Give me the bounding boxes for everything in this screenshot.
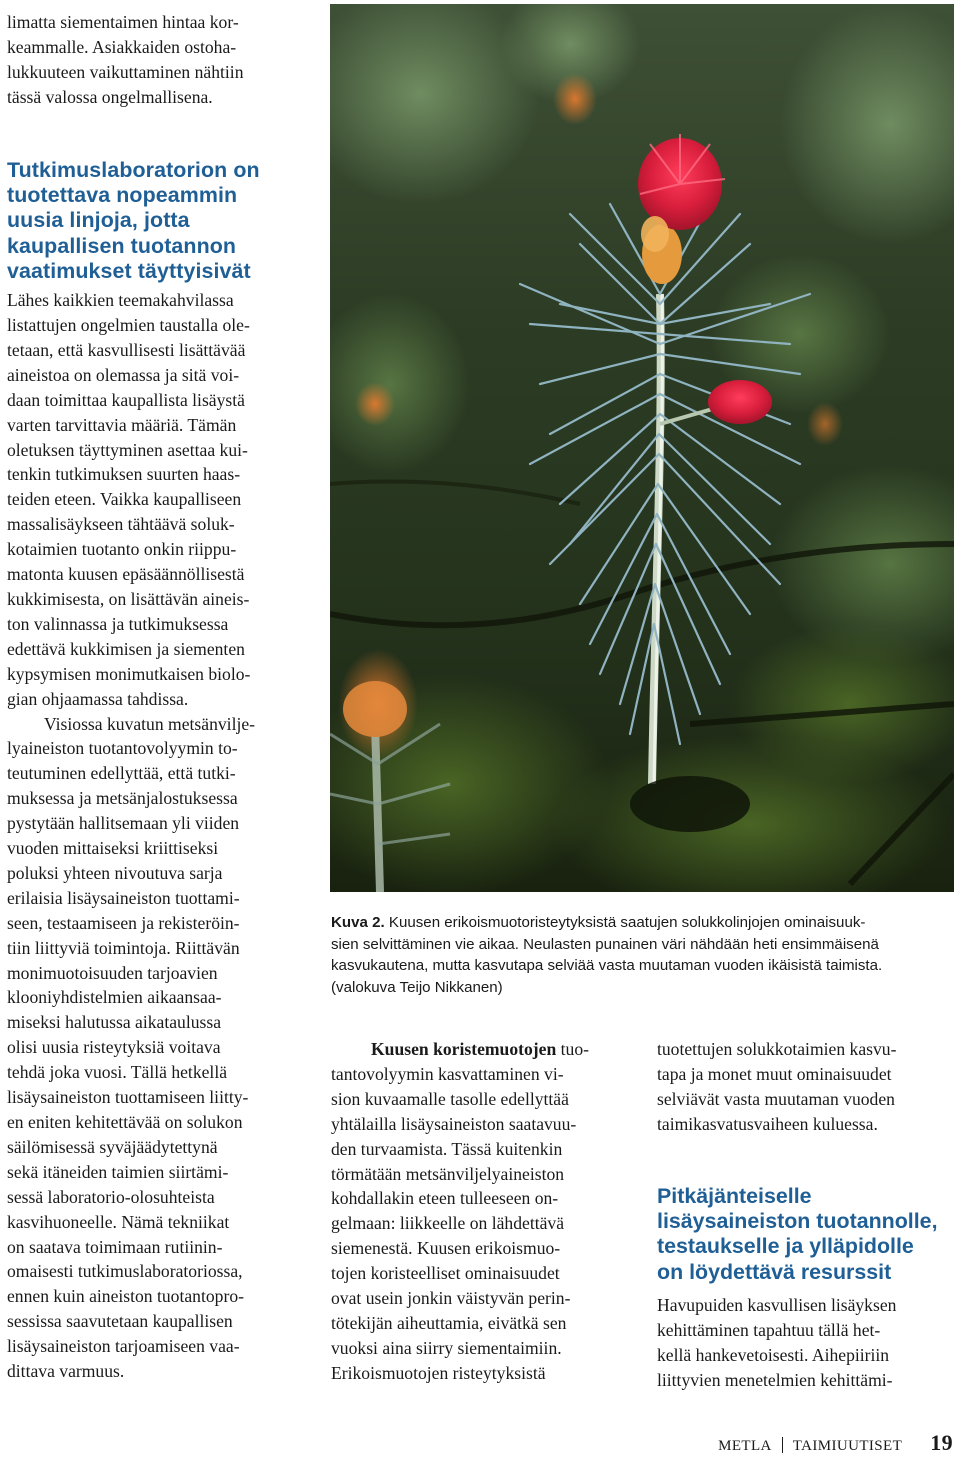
text-line: matonta kuusen epäsäännöllisestä [7,564,245,585]
body-paragraph-2 [7,712,297,1384]
text-line: klooniyhdistelmien aikaansaa- [7,987,222,1008]
text-line: edettävä kukkimisen ja siementen [7,638,245,659]
text-line: Visiossa kuvatun metsänvilje- [44,713,256,734]
caption-line [331,912,956,934]
series-name: TAIMIUUTISET [792,1438,903,1454]
text-line: dittava varmuus. [7,1361,125,1382]
text-line: den turvaamista. Tässä kuitenkin [331,1138,563,1159]
text-line: tetaan, että kasvullisesti lisättävää [7,339,246,360]
text-line: sessissa saavutetaan kaupallisen [7,1311,233,1332]
text-line: daan toimittaa kaupallista lisäystä [7,389,245,410]
text-line: kohdallakin eteen tulleeseen on- [331,1188,559,1209]
text-line: ennen kuin aineiston tuotantopro- [7,1286,244,1307]
text-line: kellä hankevetoisesti. Aihepiiriin [657,1345,890,1366]
text-line: kasvihuoneelle. Nämä tekniikat [7,1211,230,1232]
text-line: tiin liittyviä toimintoja. Riittävän [7,937,240,958]
heading-line: vaatimukset täyttyisivät [7,258,251,283]
text-line: ovat usein jonkin väistyvän perin- [331,1288,571,1309]
middle-column [331,1037,631,1386]
text-line: törmätään metsänviljelyaineiston [331,1163,565,1184]
text-line: säilömisessä syväjäädytettynä [7,1136,218,1157]
text-line: Havupuiden kasvullisen lisäyksen [657,1295,897,1316]
text-line: tenkin tutkimuksen suurten haas- [7,464,241,485]
text-line: teiden eteen. Vaikka kaupalliseen [7,489,242,510]
body-paragraph-1 [7,288,297,711]
text-line: on saatava toimimaan rutiinin- [7,1236,223,1257]
text-line: siemenestä. Kuusen erikoismuo- [331,1238,561,1259]
text-line: yhtälailla lisäysaineiston saatavuu- [331,1113,577,1134]
text-line: tässä valossa ongelmallisena. [7,86,213,107]
text-line: sessä laboratorio-olosuhteista [7,1186,215,1207]
text-line: Erikoismuotojen risteytyksistä [331,1362,546,1383]
text-line: tantovolyymin kasvattaminen vi- [331,1063,564,1084]
text-line: kehittäminen tapahtuu tällä het- [657,1320,881,1341]
text-line: vuoksi aina siirry siementaimiin. [331,1337,562,1358]
heading-line: Pitkäjänteiselle [657,1183,812,1208]
text-line: kotaimien tuotanto onkin riippu- [7,539,237,560]
text-line: tuotettujen solukkotaimien kasvu- [657,1039,897,1059]
right-column [657,1037,957,1393]
text-line: listattujen ongelmien taustalla ole- [7,315,250,336]
text-line: tötekijän aiheuttamia, eivätkä sen [331,1312,567,1333]
section-heading [7,158,297,284]
text-line: limatta siementaimen hintaa kor- [7,12,239,32]
publisher-name: METLA [718,1438,772,1454]
text-line [331,1037,631,1062]
text-line: en eniten kehitettävää on solukon [7,1112,243,1133]
heading-line: tuotettava nopeammin [7,182,238,207]
text-line: lyaineiston tuotantovolyymin to- [7,738,238,759]
text-line: tehdä joka vuosi. Tällä hetkellä [7,1062,228,1083]
caption-label: Kuva 2. [331,914,385,931]
text-line: monimuotoisuuden tarjoavien [7,962,218,983]
text-line: aineistoa on olemassa ja sitä voi- [7,364,240,385]
heading-line: testaukselle ja ylläpidolle [657,1234,914,1259]
text-line: muksessa ja metsänjalostuksessa [7,788,238,809]
text-line: seen, testaamiseen ja rekisteröin- [7,912,240,933]
caption-line: kasvukautena, mutta kasvutapa selviää vasta muutaman vuoden ikäisistä taimista. [331,957,883,975]
text-line: omaisesti tutkimuslaboratoriossa, [7,1261,243,1282]
heading-line: lisäysaineiston tuotannolle, [657,1209,938,1234]
text-line: ton valinnassa ja tutkimuksessa [7,613,229,634]
text-line: keammalle. Asiakkaiden ostoha- [7,36,237,57]
text-line: sion kuvaamalle tasolle edellyttää [331,1088,569,1109]
text-line: gelmaan: liikkeelle on lähdettävä [331,1213,565,1234]
bold-lead: Kuusen koristemuotojen [371,1039,557,1059]
footer-divider [782,1437,783,1453]
text-line: erilaisia lisäysaineiston tuottami- [7,887,240,908]
text-line: gian ohjaamassa tahdissa. [7,688,189,709]
text-line: liittyvien menetelmien kehittämi- [657,1369,893,1390]
text-line: selviävät vasta muutaman vuoden [657,1088,895,1109]
text-line: massalisäykseen tähtäävä soluk- [7,514,235,535]
photo-illustration [330,4,954,892]
text-line: pystytään hallitsemaan yli viiden [7,813,240,834]
text-line: Lähes kaikkien teemakahvilassa [7,290,234,311]
heading-line: Tutkimuslaboratorion on [7,157,260,182]
text-line: lisäysaineiston tuottamiseen liitty- [7,1087,249,1108]
text-line: taimikasvatusvaiheen kuluessa. [657,1113,878,1134]
figure-caption [331,912,956,998]
caption-line: sien selvittäminen vie aikaa. Neulasten punainen väri nähdään heti ensimmäisenä [331,935,879,953]
text-span: tuo- [556,1039,589,1059]
section-heading-2 [657,1184,957,1286]
text-line: oletuksen täyttyminen asettaa kui- [7,439,248,460]
heading-line: kaupallisen tuotannon [7,233,237,258]
text-line: miseksi halutussa aikataulussa [7,1012,222,1033]
text-line: tojen koristeelliset ominaisuudet [331,1263,560,1284]
text-line: poluksi yhteen nivoutuva sarja [7,862,223,883]
text-line: vuoden mittaiseksi kriittiseksi [7,838,219,859]
text-line: varten tarvittavia määriä. Tämän [7,414,237,435]
page-footer [718,1430,953,1460]
text-line: olisi uusia risteytyksiä voitava [7,1037,221,1058]
page-number: 19 [930,1430,953,1455]
text-line: kypsymisen monimutkaisen biolo- [7,663,251,684]
text-line: teutuminen edellyttää, että tutki- [7,763,236,784]
heading-line: uusia linjoja, jotta [7,208,190,233]
caption-text: Kuusen erikoismuotoristeytyksistä saatujen solukkolinjojen ominaisuuk- [384,914,866,931]
text-line: kukkimisesta, on lisättävän aineis- [7,588,250,609]
text-line: lukkuuteen vaikuttaminen nähtiin [7,61,244,82]
text-line: sekä itäneiden taimien siirtämi- [7,1161,229,1182]
text-line: tapa ja monet muut ominaisuudet [657,1063,892,1084]
spruce-seedling-photo [330,4,954,892]
caption-line: (valokuva Teijo Nikkanen) [331,978,503,996]
left-column [7,10,297,1384]
intro-paragraph [7,10,297,110]
heading-line: on löydettävä resurssit [657,1259,892,1284]
text-line: lisäysaineiston tarjoamiseen vaa- [7,1336,240,1357]
